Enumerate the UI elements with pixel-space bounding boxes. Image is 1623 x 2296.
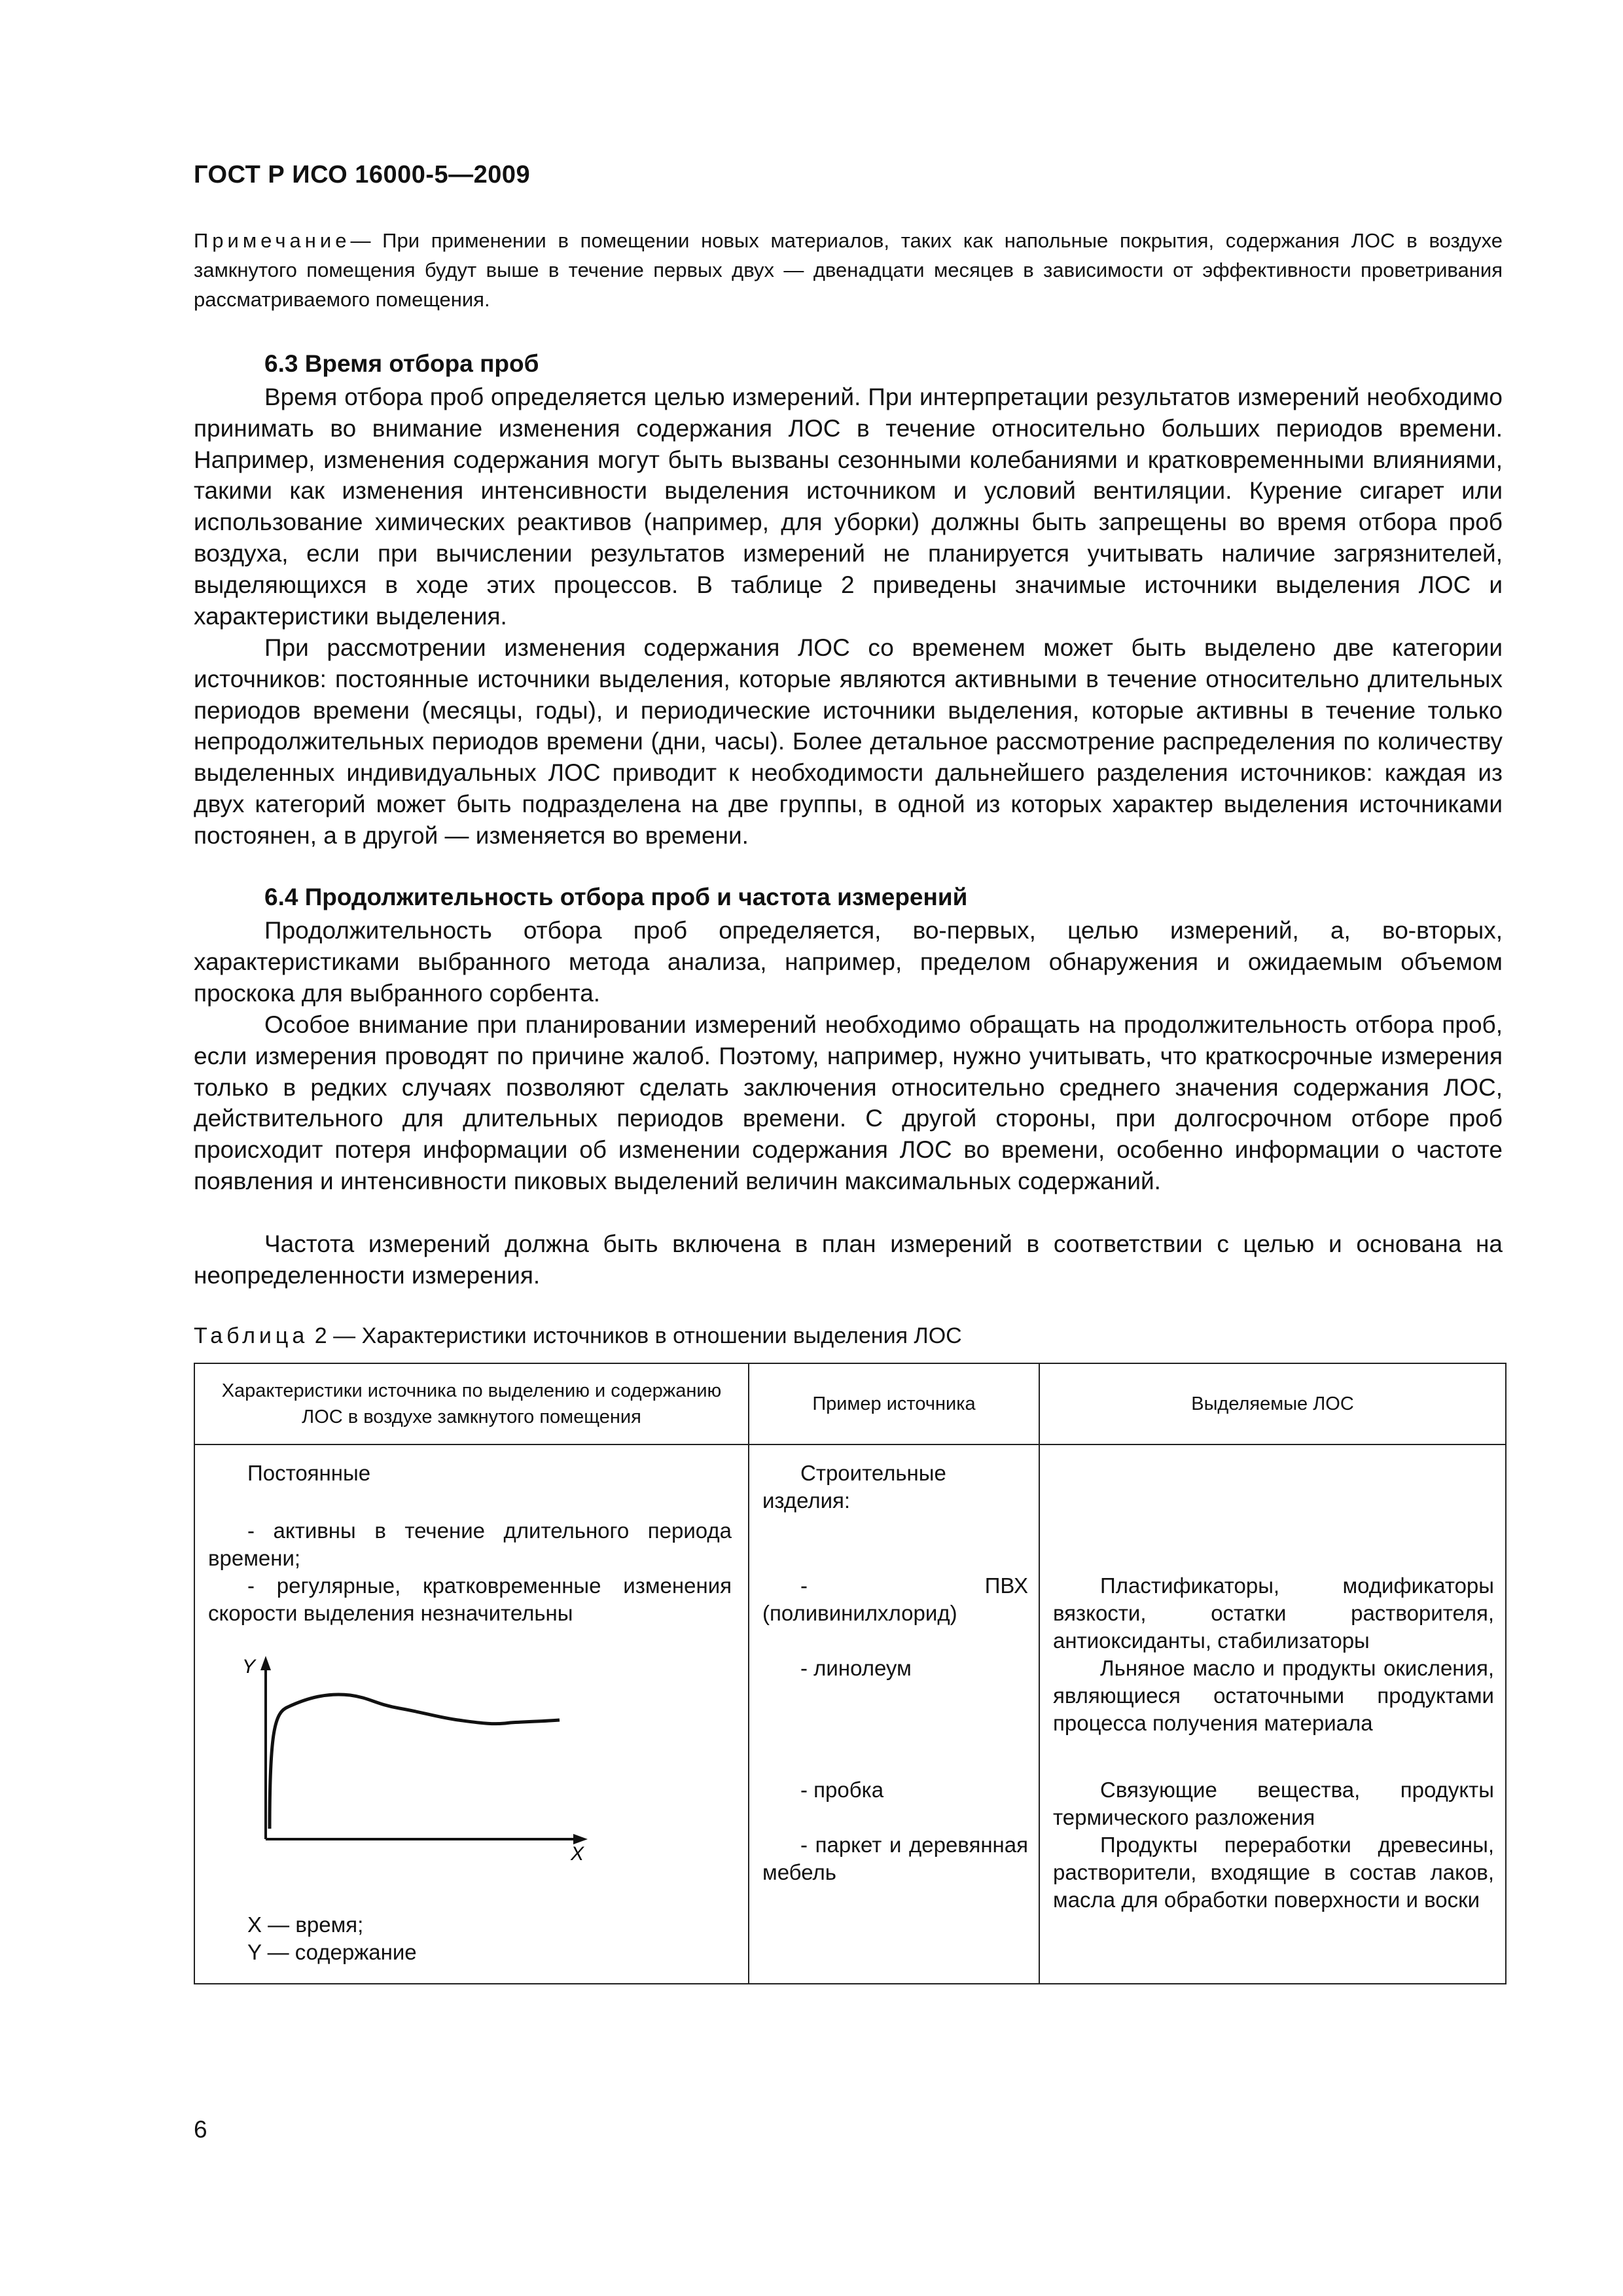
chart-legend-x: X — время; [247, 1912, 364, 1937]
note-label: Примечание [194, 229, 351, 252]
header-characteristics: Характеристики источника по выделению и содержанию ЛОС в воздухе замкнутого помещения [194, 1363, 749, 1444]
source-cork: - пробка [800, 1778, 884, 1802]
document-code-header: ГОСТ Р ИСО 16000-5—2009 [194, 161, 531, 188]
cell-emitted-voc [1039, 1444, 1506, 1984]
note-text: — При применении в помещении новых материалов, таких как напольные покрытия, содержания ЛОС в воздухе замкнутого помещения будут выше в течение первых двух — двенадцати месяцев в зависимости от эффективности проветривания рассматриваемого помещения. [194, 229, 1503, 311]
emission-chart [236, 1652, 602, 1861]
table-body-row [194, 1444, 1506, 1984]
table-caption [194, 1323, 962, 1349]
chart-legend-y: Y — содержание [247, 1940, 417, 1964]
section-6-4-paragraph-2: Особое внимание при планировании измерений необходимо обращать на продолжительность отбора проб, если измерения проводят по причине жалоб. Поэтому, например, нужно учитывать, что краткосрочные измерения только в редких случаях позволяют сделать заключения относительно среднего значения содержания ЛОС, действительного для длительных периодов времени. С другой стороны, при долгосрочном отборе проб происходит потеря информации об изменении содержания ЛОС во времени, особенно информации о частоте появления и интенсивности пиковых выделений величин максимальных содержаний. [194, 1011, 1503, 1194]
chart-curve [270, 1695, 560, 1829]
section-6-3-paragraph-1: Время отбора проб определяется целью измерений. При интерпретации результатов измерений необходимо принимать во внимание изменения содержания ЛОС в течение относительно больших периодов времени. Например, изменения содержания могут быть вызваны сезонными колебаниями и кратковременными влияниями, такими как изменения интенсивности выделения источником и условий вентиляции. Курение сигарет или использование химических реактивов (например, для уборки) должны быть запрещены во время отбора проб воздуха, если при вычислении результатов измерений не планируется учитывать наличие загрязнителей, выделяющихся в ходе этих процессов. В таблице 2 приведены значимые источники выделения ЛОС и характеристики выделения. [194, 384, 1503, 630]
table-caption-label: Таблица [194, 1323, 309, 1348]
chart-y-arrow [260, 1656, 271, 1670]
category-label: Постоянные [247, 1461, 371, 1485]
voc-cork: Связующие вещества, продукты термического разложения [1053, 1778, 1494, 1829]
cell-source-examples [749, 1444, 1039, 1984]
chart-x-label: X [571, 1843, 584, 1861]
cell-characteristics [194, 1444, 749, 1984]
section-6-4-paragraph-3: Частота измерений должна быть включена в план измерений в соответствии с целью и основана на неопределенности измерения. [194, 1230, 1503, 1289]
characteristic-item-2: - регулярные, кратковременные изменения скорости выделения незначительны [208, 1573, 732, 1625]
header-emitted-voc: Выделяемые ЛОС [1039, 1363, 1506, 1444]
table-caption-text: 2 — Характеристики источников в отношении выделения ЛОС [314, 1323, 962, 1348]
voc-pvc: Пластификаторы, модификаторы вязкости, остатки растворителя, антиоксиданты, стабилизаторы [1053, 1573, 1494, 1653]
section-6-4-heading: 6.4 Продолжительность отбора проб и частота измерений [264, 884, 968, 910]
characteristic-item-1: - активны в течение длительного периода времени; [208, 1518, 732, 1570]
voc-parquet: Продукты переработки древесины, растворители, входящие в состав лаков, масла для обработки поверхности и воски [1053, 1833, 1494, 1912]
source-group-label: Строительные изделия: [762, 1461, 946, 1513]
note-paragraph [194, 226, 1503, 314]
section-6-4-paragraph-1: Продолжительность отбора проб определяется, во-первых, целью измерений, а, во-вторых, характеристиками выбранного метода анализа, например, пределом обнаружения и ожидаемым объемом проскока для выбранного сорбента. [194, 917, 1503, 1007]
table-2 [194, 1363, 1507, 1984]
table-header-row [194, 1363, 1506, 1444]
source-linoleum: - линолеум [800, 1656, 912, 1680]
section-6-3-heading: 6.3 Время отбора проб [264, 350, 539, 377]
voc-linoleum: Льняное масло и продукты окисления, являющиеся остаточными продуктами процесса получения материала [1053, 1656, 1494, 1735]
header-source-example: Пример источника [749, 1363, 1039, 1444]
page-number: 6 [194, 2116, 207, 2143]
source-pvc: - ПВХ (поливинилхлорид) [762, 1573, 1028, 1625]
section-6-3-paragraph-2: При рассмотрении изменения содержания ЛОС со временем может быть выделено две категории источников: постоянные источники выделения, которые являются активными в течение относительно длительных периодов времени (месяцы, годы), и периодические источники выделения, которые активны в течение только непродолжительных периодов времени (дни, часы). Более детальное рассмотрение распределения по количеству выделенных индивидуальных ЛОС приводит к необходимости дальнейшего разделения источников: каждая из двух категорий может быть подразделена на две группы, в одной из которых характер выделения источниками постоянен, а в другой — изменяется во времени. [194, 634, 1503, 849]
chart-y-label: Y [242, 1656, 256, 1677]
source-parquet: - паркет и деревянная мебель [762, 1833, 1028, 1884]
